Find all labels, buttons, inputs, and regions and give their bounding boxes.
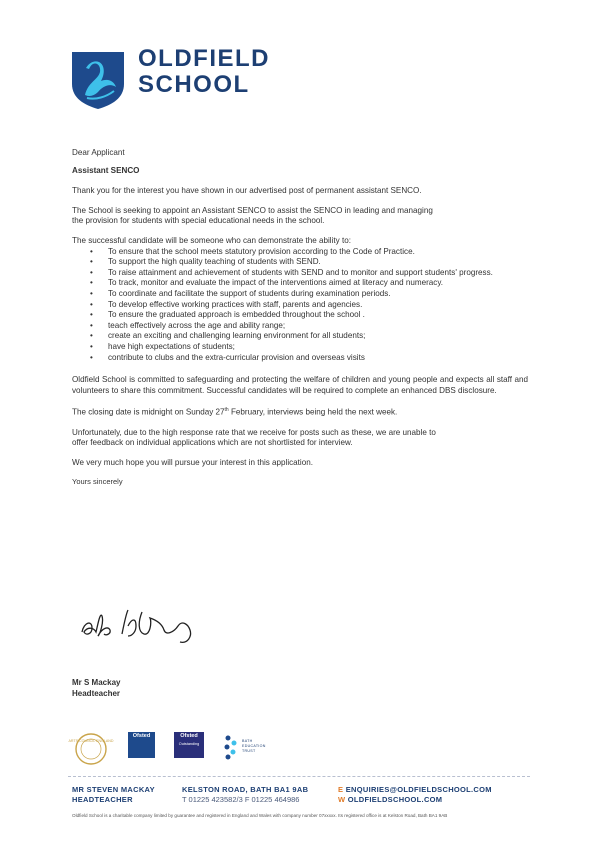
list-item: • have high expectations of students;: [108, 342, 528, 353]
footer-website-link[interactable]: OLDFIELDSCHOOL.COM: [347, 795, 443, 804]
intro-paragraph: Thank you for the interest you have shown in our advertised post of permanent assistant SENCO.: [72, 186, 422, 196]
footer-head-title: HEADTEACHER: [72, 795, 133, 804]
ofsted-label: Ofsted: [132, 733, 151, 739]
closing-date-paragraph: [72, 405, 528, 418]
role-paragraph-line2: the provision for students with special educational needs in the school.: [72, 216, 325, 226]
signer-block: [72, 678, 120, 699]
trust-line3: TRUST: [242, 749, 256, 753]
role-paragraph: [72, 206, 528, 227]
list-item: • create an exciting and challenging learning environment for all students;: [108, 331, 528, 342]
list-intro: The successful candidate will be someone who can demonstrate the ability to:: [72, 235, 351, 245]
feedback-paragraph: [72, 428, 528, 449]
list-item: • To support the high quality teaching of students with SEND.: [108, 257, 528, 268]
letter-subject: Assistant SENCO: [72, 165, 140, 175]
closing-date-suffix: th: [224, 407, 229, 414]
list-item: • To ensure that the school meets statutory provision according to the Code of Practice.: [108, 247, 528, 258]
sign-off: Yours sincerely: [72, 477, 123, 487]
school-crest-logo: [70, 50, 126, 110]
arts-council-text: ARTS COUNCIL ENGLAND: [68, 739, 114, 743]
closing-date-rest: February, interviews being held the next week.: [228, 407, 398, 417]
footer-head-name: MR STEVEN MACKAY: [72, 785, 155, 794]
signer-name: Mr S Mackay: [72, 678, 121, 687]
school-name: [138, 46, 270, 98]
letter-body: [72, 148, 528, 488]
trust-line1: BATH: [242, 739, 253, 743]
ofsted-outstanding-sub: Outstanding: [178, 742, 200, 746]
ofsted-badge: [128, 732, 155, 758]
role-paragraph-line1: The School is seeking to appoint an Assistant SENCO to assist the SENCO in leading and managing: [72, 205, 433, 215]
ofsted-outstanding-badge: [174, 732, 204, 758]
closing-date-text: The closing date is midnight on Sunday 27: [72, 407, 225, 417]
list-item: • contribute to clubs and the extra-curricular provision and overseas visits: [108, 353, 528, 364]
accreditation-badges: [68, 732, 274, 766]
trust-line2: EDUCATION: [242, 744, 266, 748]
footer-divider: [68, 776, 530, 777]
footer-email-link[interactable]: ENQUIRIES@OLDFIELDSCHOOL.COM: [345, 785, 492, 794]
signer-title: Headteacher: [72, 688, 121, 698]
trust-dots-icon: [222, 732, 240, 762]
handwritten-signature: [78, 602, 208, 648]
list-item: • To coordinate and facilitate the support of students during examination periods.: [108, 289, 528, 300]
list-item: • To develop effective working practices with staff, parents and agencies.: [108, 300, 528, 311]
footer-contact-block: [338, 785, 492, 805]
feedback-line1: Unfortunately, due to the high response rate that we receive for posts such as these, we are unable to: [72, 427, 436, 437]
trust-name: [242, 739, 266, 754]
web-prefix: W: [338, 795, 346, 804]
footer-legal-text: Oldfield School is a charitable company limited by guarantee and registered in England and Wales with company number 07xxxxx. Its registered office is at Kelston Road, Bath BA1 9AB: [72, 813, 448, 818]
list-item: • To ensure the graduated approach is embedded throughout the school .: [108, 310, 528, 321]
requirements-list: [72, 247, 528, 364]
footer-phone: T 01225 423582/3 F 01225 464986: [182, 795, 300, 804]
salutation: Dear Applicant: [72, 148, 125, 157]
feedback-line2: offer feedback on individual applications which are not shortlisted for interview.: [72, 438, 353, 448]
arts-council-badge-icon: [68, 732, 114, 766]
safeguarding-paragraph: Oldfield School is committed to safeguarding and protecting the welfare of children and young people and expects all staff and volunteers to share this commitment. Successful candidates will be required to complete an enhanced DBS disclosure.: [72, 375, 528, 395]
list-item: • To raise attainment and achievement of students with SEND and to monitor and support students' progress.: [108, 268, 528, 279]
list-item: • teach effectively across the age and ability range;: [108, 321, 528, 332]
footer-web-row: [338, 795, 492, 805]
email-prefix: E: [338, 785, 344, 794]
school-name-line2: SCHOOL: [138, 71, 250, 98]
school-name-line1: OLDFIELD: [138, 45, 270, 72]
pursue-paragraph: We very much hope you will pursue your interest in this application.: [72, 457, 313, 467]
footer-address: KELSTON ROAD, BATH BA1 9AB: [182, 785, 309, 794]
bath-education-trust-logo: [222, 732, 274, 762]
list-item: • To track, monitor and evaluate the impact of the interventions aimed at literacy and numeracy.: [108, 278, 528, 289]
footer-address-block: [182, 785, 308, 805]
footer-email-row: [338, 785, 492, 795]
ofsted-outstanding-label: Ofsted: [180, 733, 198, 739]
footer-head-block: [72, 785, 155, 805]
